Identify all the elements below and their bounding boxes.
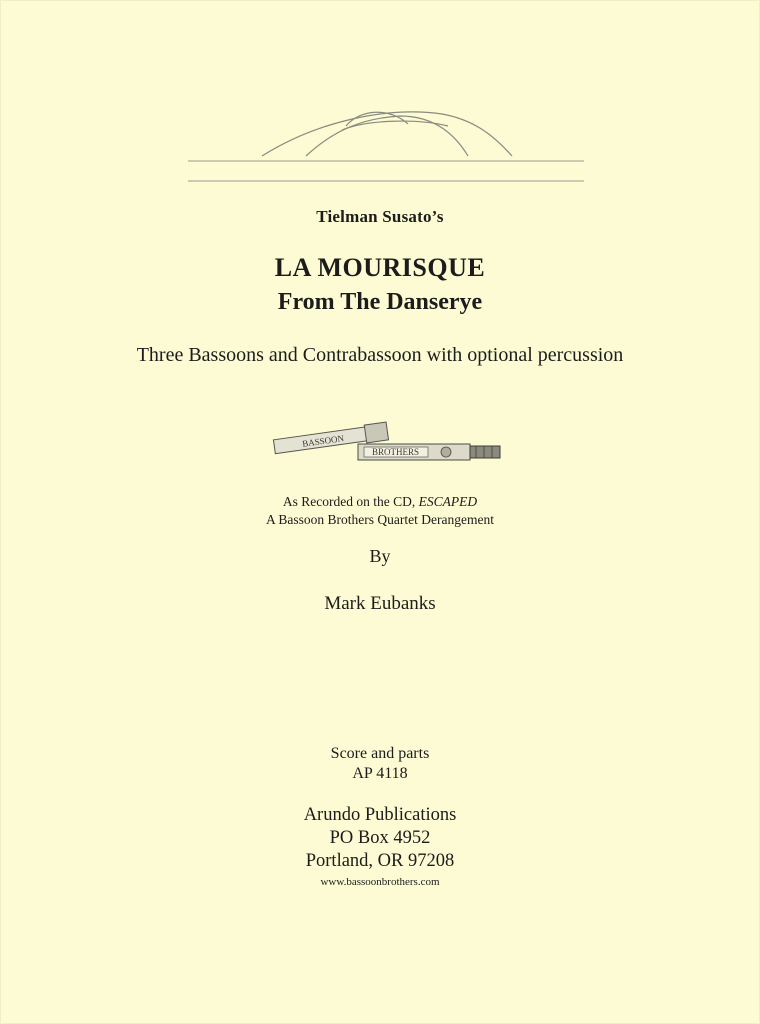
bassoon-brothers-logo-icon	[270, 418, 506, 470]
arrangement-line: A Bassoon Brothers Quartet Derangement	[266, 512, 494, 527]
page-title: LA MOURISQUE	[274, 253, 486, 282]
logo-top-text: BASSOON	[301, 433, 345, 449]
cd-title: ESCAPED	[418, 494, 478, 509]
composer-line: Tielman Susato’s	[316, 207, 444, 226]
publisher-city: Portland, OR 97208	[305, 851, 455, 871]
recording-prefix: As Recorded on the CD,	[282, 494, 419, 509]
arranger-name: Mark Eubanks	[324, 593, 436, 614]
edition-contents: Score and parts	[330, 745, 430, 762]
publisher-po-box: PO Box 4952	[329, 828, 431, 848]
by-label: By	[369, 546, 391, 566]
publisher-name: Arundo Publications	[303, 805, 457, 825]
page-subtitle: From The Danserye	[277, 289, 483, 315]
recording-line	[0, 494, 760, 510]
catalog-number: AP 4118	[352, 765, 408, 782]
arch-ornament-icon	[186, 104, 586, 188]
publisher-website: www.bassoonbrothers.com	[320, 876, 440, 888]
logo-bottom-text: BROTHERS	[372, 447, 420, 457]
instrumentation-line: Three Bassoons and Contrabassoon with optional percussion	[136, 344, 624, 366]
